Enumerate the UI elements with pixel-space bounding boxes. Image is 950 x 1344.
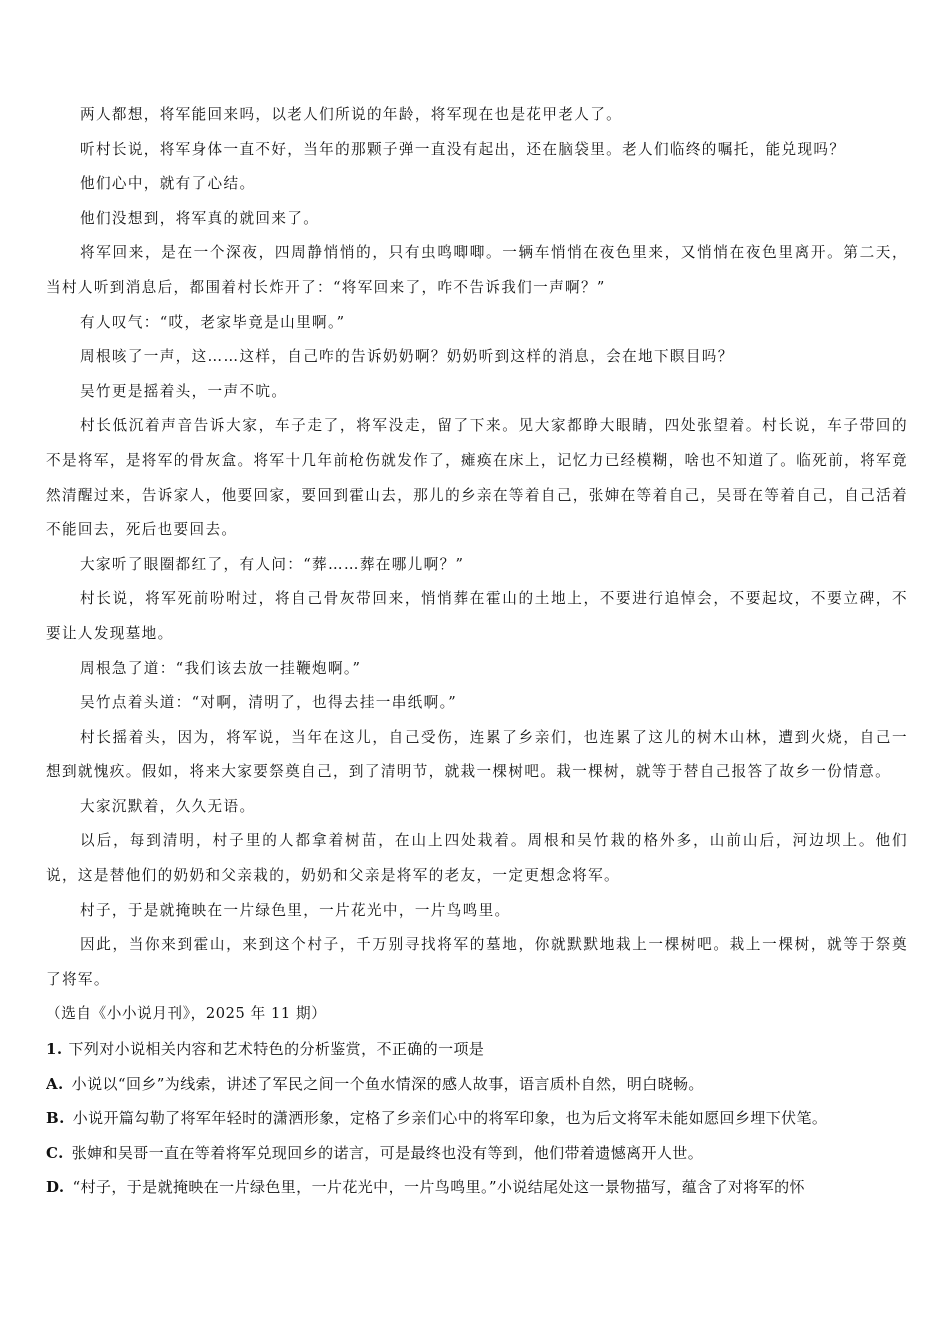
document-body: [46, 98, 908, 1205]
question-number: 1.: [46, 1040, 63, 1059]
option-letter: C.: [46, 1143, 64, 1162]
paragraph: 有人叹气：“哎，老家毕竟是山里啊。”: [80, 313, 346, 331]
question-stem: [46, 1032, 908, 1067]
paragraph: 周根急了道：“我们该去放一挂鞭炮啊。”: [80, 659, 362, 677]
option-text: 张婶和吴哥一直在等着将军兑现回乡的诺言，可是最终也没有等到，他们带着遗憾离开人世。: [71, 1143, 704, 1162]
option-text: “村子，于是就掩映在一片绿色里，一片花光中，一片鸟鸣里。”小说结尾处这一景物描写，蕴含了对将军的怀: [72, 1178, 805, 1197]
source-citation: （选自《小小说月刊》，2025 年 11 期）: [46, 1005, 327, 1023]
paragraph: 村子，于是就掩映在一片绿色里，一片花光中，一片鸟鸣里。: [80, 901, 511, 919]
option-letter: B.: [46, 1109, 65, 1128]
option-text: 小说开篇勾勒了将军年轻时的潇洒形象，定格了乡亲们心中的将军印象，也为后文将军未能如愿回乡埋下伏笔。: [72, 1109, 828, 1128]
paragraph: 村长摇着头，因为，将军说，当年在这儿，自己受伤，连累了乡亲们，也连累了这儿的树木山林，遭到火烧，自己一想到就愧疚。假如，将来大家要祭奠自己，到了清明节，就栽一棵树吧。栽一棵树，就等于替自己报答了故乡一份情意。: [46, 728, 908, 781]
paragraph: 他们心中，就有了心结。: [80, 175, 256, 193]
paragraph: 大家听了眼圈都红了，有人问：“葬……葬在哪儿啊？”: [80, 555, 465, 573]
paragraph: 大家沉默着，久久无语。: [80, 797, 256, 815]
option-a: [46, 1067, 908, 1102]
option-b: [46, 1101, 908, 1136]
option-text: 小说以“回乡”为线索，讲述了军民之间一个鱼水情深的感人故事，语言质朴自然，明白晓畅。: [71, 1074, 704, 1093]
paragraph: 他们没想到，将军真的就回来了。: [80, 209, 320, 227]
paragraph: 将军回来，是在一个深夜，四周静悄悄的，只有虫鸣唧唧。一辆车悄悄在夜色里来，又悄悄在夜色里离开。第二天，当村人听到消息后，都围着村长炸开了：“将军回来了，咋不告诉我们一声啊？”: [46, 244, 908, 296]
paragraph: 吴竹更是摇着头，一声不吭。: [80, 382, 288, 400]
option-letter: A.: [46, 1074, 64, 1093]
option-c: [46, 1136, 908, 1171]
question-text: 下列对小说相关内容和艺术特色的分析鉴赏，不正确的一项是: [68, 1040, 485, 1059]
paragraph: 听村长说，将军身体一直不好，当年的那颗子弹一直没有起出，还在脑袋里。老人们临终的嘱托，能兑现吗？: [80, 140, 846, 158]
paragraph: 以后，每到清明，村子里的人都拿着树苗，在山上四处栽着。周根和吴竹栽的格外多，山前山后，河边坝上。他们说，这是替他们的奶奶和父亲栽的，奶奶和父亲是将军的老友，一定更想念将军。: [46, 832, 908, 885]
option-letter: D.: [46, 1178, 65, 1197]
paragraph: 村长低沉着声音告诉大家，车子走了，将军没走，留了下来。见大家都睁大眼睛，四处张望着。村长说，车子带回的不是将军，是将军的骨灰盒。将军十几年前枪伤就发作了，瘫痪在床上，记忆力已经模糊，啥也不知道了。临死前，将军竟然清醒过来，告诉家人，他要回家，要回到霍山去，那儿的乡亲在等着自己，张婶在等着自己，吴哥在等着自己，自己活着不能回去，死后也要回去。: [46, 417, 908, 539]
option-d: [46, 1170, 908, 1205]
paragraph: 吴竹点着头道：“对啊，清明了，也得去挂一串纸啊。”: [80, 694, 458, 712]
paragraph: 两人都想，将军能回来吗，以老人们所说的年龄，将军现在也是花甲老人了。: [80, 106, 623, 123]
paragraph: 周根咳了一声，这……这样，自己咋的告诉奶奶啊？奶奶听到这样的消息，会在地下瞑目吗？: [80, 348, 734, 366]
paragraph: 村长说，将军死前吩咐过，将自己骨灰带回来，悄悄葬在霍山的土地上，不要进行追悼会，不要起坟，不要立碑，不要让人发现墓地。: [46, 590, 908, 642]
paragraph: 因此，当你来到霍山，来到这个村子，千万别寻找将军的墓地，你就默默地栽上一棵树吧。栽上一棵树，就等于祭奠了将军。: [46, 936, 908, 988]
